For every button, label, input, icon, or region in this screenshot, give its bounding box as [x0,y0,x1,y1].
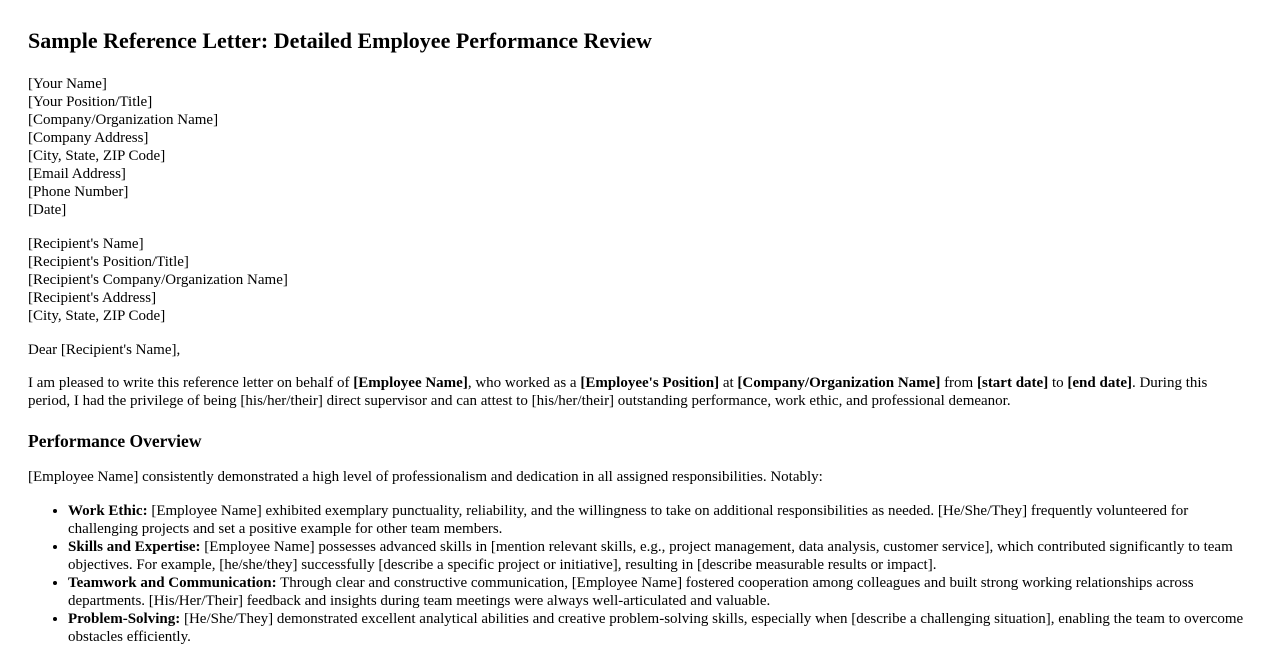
list-item [68,502,1250,538]
recipient-name: [Recipient's Name] [28,236,144,252]
intro-text: I am pleased to write this reference letter on behalf of [28,375,354,391]
list-item-text: [Employee Name] exhibited exemplary punctuality, reliability, and the willingness to take on additional responsibilities as needed. [He/She/They] frequently volunteered for challenging projects and set a positive example for other team members. [68,503,1189,537]
list-item-text: [Employee Name] possesses advanced skills in [mention relevant skills, e.g., project management, data analysis, customer service], which contributed significantly to team objectives. For example, [he/she/they] successfully [describe a specific project or initiative], resulting in [describe measurable results or impact]. [68,539,1233,573]
start-date: [start date] [976,375,1049,391]
performance-intro: [Employee Name] consistently demonstrated a high level of professionalism and dedication in all assigned responsibilities. Notably: [28,469,823,485]
employee-position: [Employee's Position] [580,375,720,391]
salutation: Dear [Recipient's Name], [28,342,181,358]
sender-company: [Company/Organization Name] [28,112,219,128]
list-item-text: Through clear and constructive communication, [Employee Name] fostered cooperation among colleagues and built strong working relationships across departments. [His/Her/Their] feedback and insights during team meetings were always well-articulated and valuable. [68,575,1194,609]
sender-phone: [Phone Number] [28,184,129,200]
list-item [68,538,1250,574]
employee-company: [Company/Organization Name] [737,375,941,391]
intro-text: , who worked as a [467,375,581,391]
recipient-company: [Recipient's Company/Organization Name] [28,272,288,288]
list-item-label: Skills and Expertise: [68,539,201,555]
intro-text: from [940,375,977,391]
intro-paragraph [28,374,1250,410]
list-item-label: Problem-Solving: [68,611,181,627]
list-item [68,610,1250,646]
list-item-text: [He/She/They] demonstrated excellent analytical abilities and creative problem-solving skills, especially when [describe a challenging situation], enabling the team to overcome obstacles efficiently. [68,611,1244,645]
sender-email: [Email Address] [28,166,126,182]
list-item-label: Work Ethic: [68,503,148,519]
list-item-label: Teamwork and Communication: [68,575,277,591]
recipient-address-block [28,235,1250,325]
sender-company-address: [Company Address] [28,130,149,146]
recipient-address: [Recipient's Address] [28,290,157,306]
intro-text: . During this period, I had the privilege of being [his/her/their] direct supervisor and can attest to [his/her/their] outstanding performance, work ethic, and professional demeanor. [28,375,1208,409]
page-title: Sample Reference Letter: Detailed Employee Performance Review [28,28,652,53]
sender-city-state-zip: [City, State, ZIP Code] [28,148,166,164]
end-date: [end date] [1067,375,1132,391]
recipient-city-state-zip: [City, State, ZIP Code] [28,308,166,324]
letter-date: [Date] [28,202,67,218]
sender-address-block [28,75,1250,219]
intro-text: to [1048,375,1068,391]
list-item [68,574,1250,610]
sender-name: [Your Name] [28,76,107,92]
performance-list [28,502,1250,646]
employee-name: [Employee Name] [353,375,468,391]
section-heading-performance: Performance Overview [28,431,202,451]
sender-position: [Your Position/Title] [28,94,153,110]
intro-text: at [719,375,738,391]
recipient-position: [Recipient's Position/Title] [28,254,189,270]
